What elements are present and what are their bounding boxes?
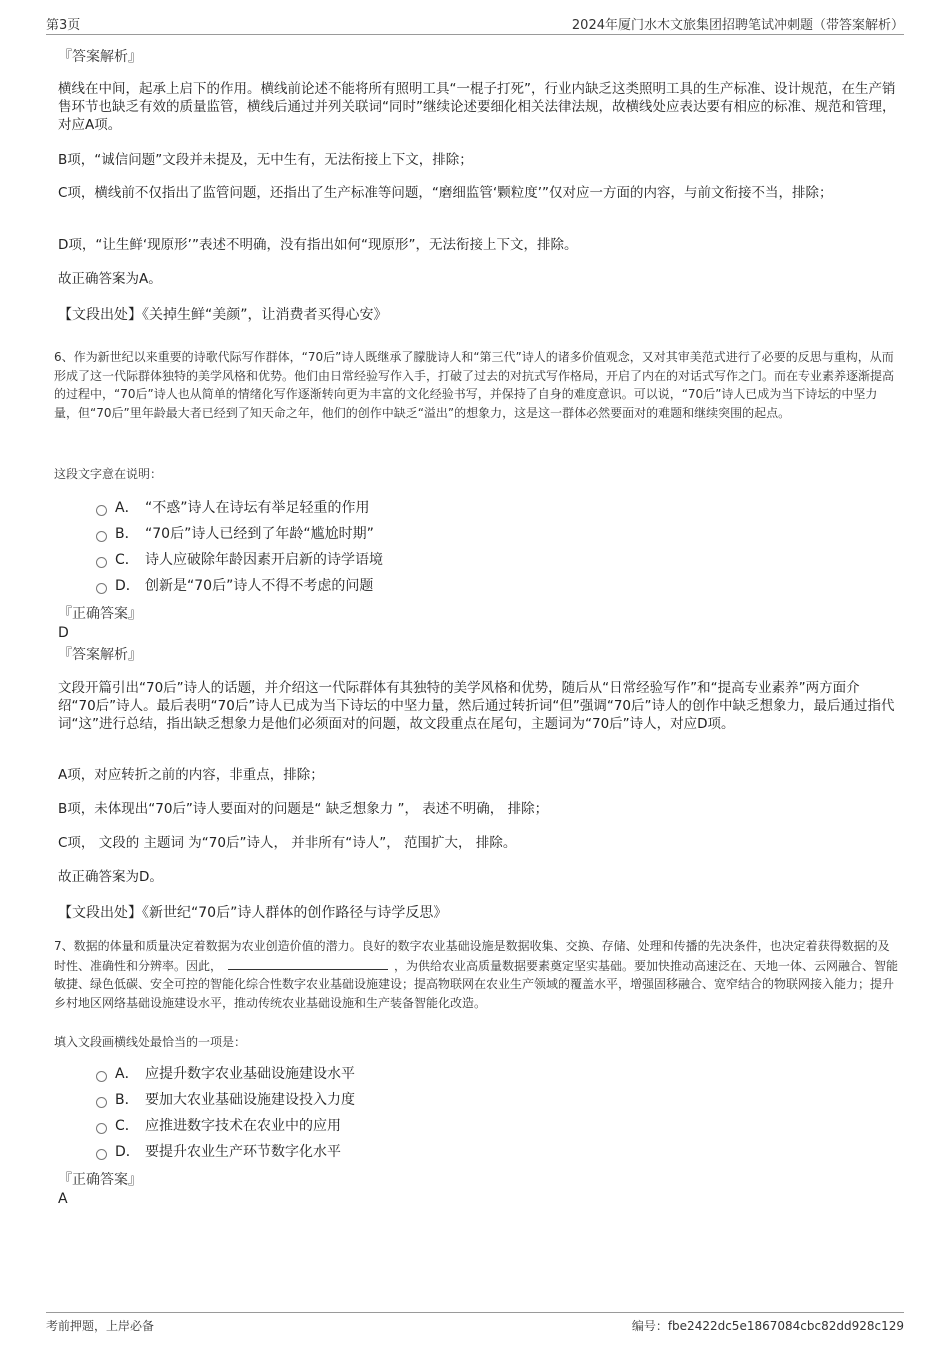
footer-slogan: 考前押题，上岸必备 [46, 1319, 155, 1333]
option-d[interactable]: D． 要提升农业生产环节数字化水平 [96, 1142, 341, 1162]
option-a[interactable]: A． “不惑”诗人在诗坛有举足轻重的作用 [96, 498, 370, 518]
analysis-paragraph: C项，横线前不仅指出了监管问题，还指出了生产标准等问题，“磨细监管‘颗粒度’”仅对应一方面的内容，与前文衔接不当，排除； [58, 185, 833, 201]
radio-button[interactable] [96, 557, 107, 568]
analysis-paragraph: 横线在中间，起承上启下的作用。横线前论述不能将所有照明工具“一棍子打死”，行业内缺乏这类照明工具的生产标准、设计规范，在生产销售环节也缺乏有效的质量监管，横线后通过并列关联词“同时”继续论述要细化相关法律法规，故横线处应表达要有相应的标准、规范和管理，对应A项。 [58, 81, 896, 133]
option-a[interactable]: A． 应提升数字农业基础设施建设水平 [96, 1064, 355, 1084]
analysis-conclusion: 故正确答案为A。 [58, 271, 162, 287]
radio-button[interactable] [96, 1123, 107, 1134]
page-number: 第3页 [46, 18, 81, 33]
analysis-paragraph: C项， 文段的 主题词 为“70后”诗人， 并非所有“诗人”， 范围扩大， 排除。 [58, 835, 517, 851]
analysis-label: 『答案解析』 [58, 49, 142, 65]
option-c[interactable]: C． 诗人应破除年龄因素开启新的诗学语境 [96, 550, 383, 570]
radio-button[interactable] [96, 1071, 107, 1082]
radio-button[interactable] [96, 531, 107, 542]
page-footer [46, 1312, 904, 1335]
analysis-paragraph: B项，“诚信问题”文段并未提及，无中生有，无法衔接上下文，排除； [58, 152, 473, 168]
radio-button[interactable] [96, 1149, 107, 1160]
analysis-paragraph: B项，未体现出“70后”诗人要面对的问题是“ 缺乏想象力 ”， 表述不明确， 排除； [58, 801, 549, 817]
question-stem: 7、数据的体量和质量决定着数据为农业创造价值的潜力。良好的数字农业基础设施是数据收集、交换、存储、处理和传播的先决条件，也决定着获得数据的及时性、准确性和分辨率。因此， ，为供给农业高质量数据要素奠定坚实基础。要加快推动高速泛在、天地一体、云网融合、智能敏捷、绿色低碳、安全可控的智能化综合性数字农业基础设施建设；提高物联网在农业生产领域的覆盖水平，增强固移融合、宽窄结合的物联网接入能力；提升乡村地区网络基础设施建设水平，推动传统农业基础设施和生产装备智能化改造。 [54, 939, 899, 1010]
question-stem: 6、作为新世纪以来重要的诗歌代际写作群体，“70后”诗人既继承了朦胧诗人和“第三代”诗人的诸多价值观念，又对其审美范式进行了必要的反思与重构，从而形成了这一代际群体独特的美学风格和优势。他们由日常经验写作入手，打破了过去的对抗式写作格局，开启了内在的对话式写作之门。而在专业素养逐渐提高的过程中，“70后”诗人也从简单的情绪化写作逐渐转向更为丰富的文化经验书写，并保持了自身的难度意识。可以说，“70后”诗人已成为当下诗坛的中坚力量，但“70后”里年龄最大者已经到了知天命之年，他们的创作中缺乏“溢出”的想象力，这是这一群体必然要面对的难题和继续突围的起点。 [54, 350, 895, 420]
analysis-paragraph: D项，“让生鲜‘现原形’”表述不明确，没有指出如何“现原形”，无法衔接上下文，排除。 [58, 237, 578, 253]
analysis-label: 『答案解析』 [58, 647, 142, 663]
radio-button[interactable] [96, 1097, 107, 1108]
option-c[interactable]: C． 应推进数字技术在农业中的应用 [96, 1116, 341, 1136]
document-code: 编号：fbe2422dc5e1867084cbc82dd928c129 [631, 1319, 904, 1333]
option-d[interactable]: D． 创新是“70后”诗人不得不考虑的问题 [96, 576, 373, 596]
option-b[interactable]: B． “70后”诗人已经到了年龄“尴尬时期” [96, 524, 374, 544]
correct-answer: A [58, 1191, 68, 1207]
radio-button[interactable] [96, 583, 107, 594]
fill-blank [228, 956, 388, 970]
question-prompt: 填入文段画横线处最恰当的一项是： [54, 1035, 247, 1049]
question-prompt: 这段文字意在说明： [54, 467, 163, 481]
correct-answer: D [58, 625, 69, 641]
analysis-paragraph: 文段开篇引出“70后”诗人的话题，并介绍这一代际群体有其独特的美学风格和优势，随后从“日常经验写作”和“提高专业素养”两方面介绍“70后”诗人。最后表明“70后”诗人已成为当下诗坛的中坚力量，然后通过转折词“但”强调“70后”诗人的创作中缺乏想象力，最后通过指代词“这”进行总结，指出缺乏想象力是他们必须面对的问题，故文段重点在尾句，主题词为“70后”诗人，对应D项。 [58, 680, 895, 732]
page-header [46, 12, 904, 35]
document-title: 2024年厦门水木文旅集团招聘笔试冲刺题（带答案解析） [571, 18, 904, 33]
analysis-paragraph: A项，对应转折之前的内容，非重点，排除； [58, 767, 324, 783]
passage-source: 【文段出处】《关掉生鲜“美颜”，让消费者买得心安》 [58, 307, 388, 323]
radio-button[interactable] [96, 505, 107, 516]
correct-answer-label: 『正确答案』 [58, 606, 142, 622]
option-b[interactable]: B． 要加大农业基础设施建设投入力度 [96, 1090, 355, 1110]
analysis-conclusion: 故正确答案为D。 [58, 869, 163, 885]
passage-source: 【文段出处】《新世纪“70后”诗人群体的创作路径与诗学反思》 [58, 905, 448, 921]
correct-answer-label: 『正确答案』 [58, 1172, 142, 1188]
